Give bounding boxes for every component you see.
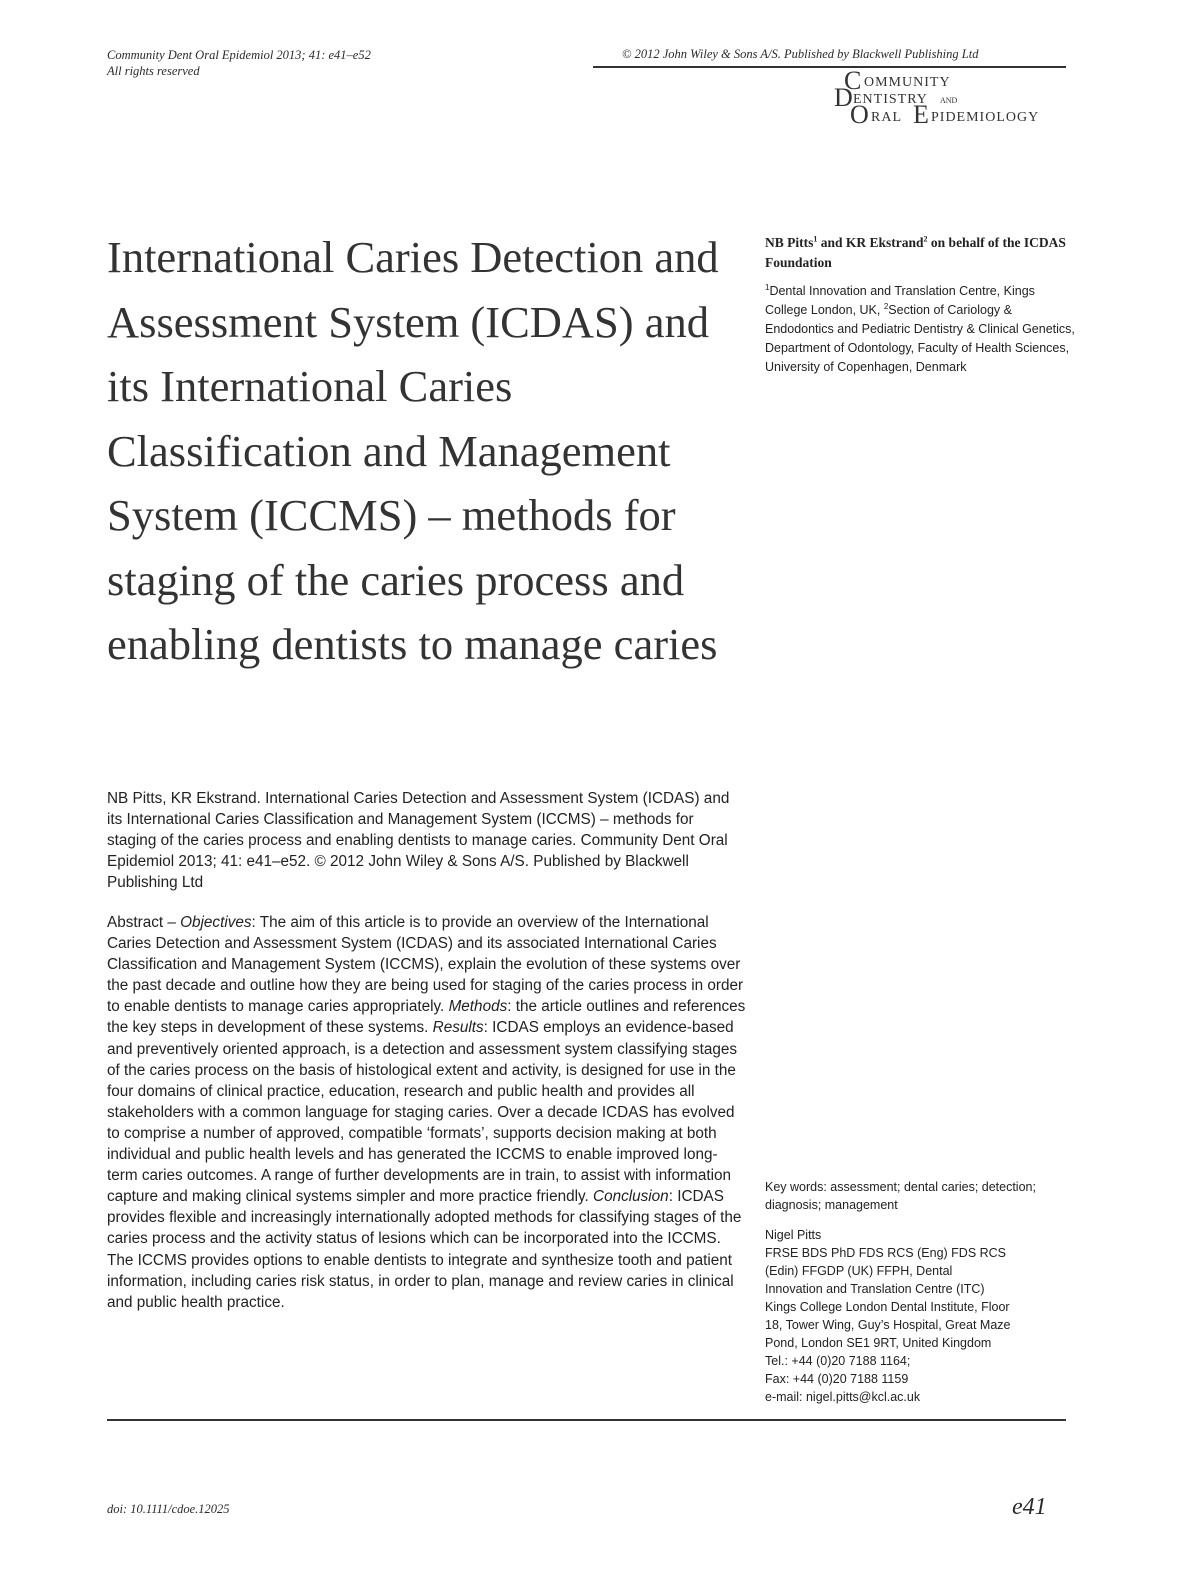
doi: doi: 10.1111/cdoe.12025: [107, 1502, 230, 1516]
logo-word-community: OMMUNITY: [864, 75, 951, 90]
author-ekstrand: and KR Ekstrand: [817, 235, 924, 250]
results-text: : ICDAS employs an evidence-based and preventively oriented approach, is a detection and assessment system classifying stages of the caries process on the basis of histological extent and activity, is designed for use in the four domains of clinical practice, education, research and public health and provides all stakeholders with a common language for staging caries. Over a decade ICDAS has evolved to comprise a number of approved, compatible ‘formats’, supports decision making at both individual and public health levels and has generated the ICCMS to enable improved long-term caries outcomes. A range of further developments are in train, to assist with information capture and making clinical systems simpler and more practice friendly.: [107, 1019, 738, 1206]
corr-line: Nigel Pitts: [765, 1228, 822, 1242]
rights-reserved: All rights reserved: [107, 64, 200, 78]
copyright-header: © 2012 John Wiley & Sons A/S. Published by Blackwell Publishing Ltd: [622, 47, 979, 61]
affiliation-marker-2: 2: [883, 301, 889, 311]
logo-letter-e: E: [913, 100, 929, 129]
logo-word-epidemiology: PIDEMIOLOGY: [931, 110, 1040, 125]
affiliation-2: Section of Cariology & Endodontics and Pediatric Dentistry & Clinical Genetics, Department of Odontology, Faculty of Health Sciences, University of Copenhagen, Denmark: [765, 303, 1075, 374]
author-group: on behalf of the ICDAS Foundation: [765, 235, 1066, 270]
corr-line: FRSE BDS PhD FDS RCS (Eng) FDS RCS: [765, 1246, 1007, 1260]
corr-line: Kings College London Dental Institute, Floor: [765, 1300, 1010, 1314]
author-pitts: NB Pitts: [765, 235, 814, 250]
corr-line: Innovation and Translation Centre (ITC): [765, 1282, 985, 1296]
correspondence-address: [765, 1226, 1070, 1406]
authors: [765, 233, 1075, 273]
header-rule: [593, 66, 1066, 68]
author-superscript-1: 1: [813, 234, 818, 244]
corr-line: Fax: +44 (0)20 7188 1159: [765, 1372, 909, 1386]
author-superscript-2: 2: [923, 234, 928, 244]
journal-citation-header: [107, 47, 371, 79]
objectives-label: Objectives: [180, 914, 252, 931]
affiliations: [765, 282, 1075, 377]
affiliation-1: Dental Innovation and Translation Centre, Kings College London, UK,: [765, 284, 1035, 317]
footer-rule: [107, 1419, 1066, 1421]
methods-label: Methods: [448, 998, 508, 1016]
logo-letter-c: C: [844, 66, 862, 95]
keywords: Key words: assessment; dental caries; detection; diagnosis; management: [765, 1180, 1036, 1212]
results-label: Results: [432, 1019, 484, 1037]
logo-letter-o: O: [850, 100, 869, 129]
abstract: [107, 912, 747, 1313]
corr-email: e-mail: nigel.pitts@kcl.ac.uk: [765, 1390, 921, 1404]
corr-line: (Edin) FFGDP (UK) FFPH, Dental: [765, 1264, 953, 1278]
logo-word-and: AND: [940, 96, 958, 105]
journal-logo: [834, 66, 1054, 130]
corr-line: Pond, London SE1 9RT, United Kingdom: [765, 1336, 992, 1350]
logo-word-dentistry: ENTISTRY: [853, 92, 928, 107]
page-number: e41: [1012, 1494, 1047, 1520]
objectives-text: : The aim of this article is to provide an overview of the International Caries Detection and Assessment System (ICDAS) and its associated International Caries Classification and Management System (ICCMS), explain the evolution of these systems over the past decade and outline how they are being used for staging of the caries process in order to enable dentists to manage caries appropriately.: [107, 914, 744, 1016]
methods-text: : the article outlines and references the key steps in development of these systems.: [107, 998, 746, 1037]
article-citation: NB Pitts, KR Ekstrand. International Caries Detection and Assessment System (ICDAS) and its International Caries Classification and Management System (ICCMS) – methods for staging of the caries process and enabling dentists to manage caries. Community Dent Oral Epidemiol 2013; 41: e41–e52. © 2012 John Wiley & Sons A/S. Published by Blackwell Publishing Ltd: [107, 790, 730, 891]
article-title: International Caries Detection and Assessment System (ICDAS) and its International Caries Classification and Management System (ICCMS) – methods for staging of the caries process and enabling dentists to manage caries: [107, 232, 719, 669]
abstract-lead: Abstract –: [107, 914, 181, 931]
corr-line: Tel.: +44 (0)20 7188 1164;: [765, 1354, 911, 1368]
conclusion-label: Conclusion: [593, 1188, 669, 1206]
logo-letter-d: D: [834, 83, 853, 112]
affiliation-marker-1: 1: [765, 282, 770, 292]
corr-line: 18, Tower Wing, Guy’s Hospital, Great Maze: [765, 1318, 1011, 1332]
conclusion-text: : ICDAS provides flexible and increasingly internationally adopted methods for classifying stages of the caries process and the activity status of lesions which can be incorporated into the ICCMS. The ICCMS provides options to enable dentists to integrate and synthesize tooth and patient information, including caries risk status, in order to plan, manage and review caries in clinical and public health practice.: [107, 1188, 742, 1311]
logo-word-oral: RAL: [871, 110, 902, 125]
journal-citation: Community Dent Oral Epidemiol 2013; 41: e41–e52: [107, 48, 371, 62]
